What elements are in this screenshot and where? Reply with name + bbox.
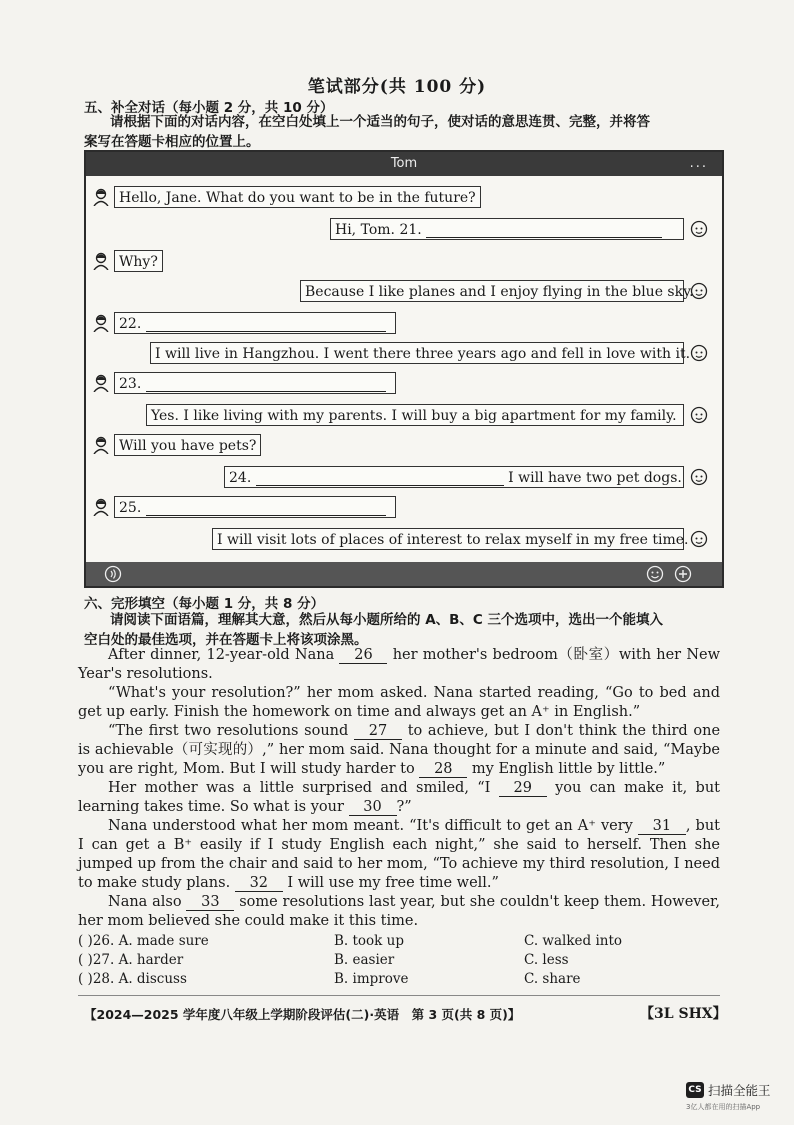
section6-instruction-2: 空白处的最佳选项，并在答题卡上将该项涂黑。 xyxy=(84,632,368,648)
chat-message-left xyxy=(114,372,396,394)
paper-code: 【3L SHX】 xyxy=(640,1006,727,1022)
jane-avatar-icon xyxy=(92,374,110,392)
page-title: 笔试部分(共 100 分) xyxy=(307,77,487,97)
chat-footer xyxy=(86,562,722,586)
answer-blank-23 xyxy=(146,377,386,392)
option-b[interactable]: B. improve xyxy=(334,971,409,987)
passage-paragraph-4 xyxy=(78,779,720,817)
blank-32: 32 xyxy=(235,876,283,892)
passage-paragraph-3 xyxy=(78,722,720,779)
chat-message-right xyxy=(330,218,684,240)
passage-text: “What's your resolution?” her mom asked. Nana started reading, “Go to bed and get up early. Finish the homework on time and always get an A⁺ in English.” xyxy=(78,685,720,720)
blank-29: 29 xyxy=(499,781,547,797)
option-row-27 xyxy=(78,952,738,970)
blank-33: 33 xyxy=(186,895,234,911)
option-b[interactable]: B. easier xyxy=(334,952,395,968)
passage-paragraph-5 xyxy=(78,817,720,893)
chat-message-left: Will you have pets? xyxy=(114,434,261,456)
option-a[interactable]: ( )26. A. made sure xyxy=(78,933,209,949)
option-c[interactable]: C. less xyxy=(524,952,569,968)
passage-text: “The first two resolutions sound xyxy=(108,723,349,739)
passage-text: her mother's bedroom（卧室）with her New Year's resolutions. xyxy=(78,647,721,682)
section6-heading: 六、完形填空（每小题 1 分，共 8 分） xyxy=(84,596,325,612)
tom-avatar-icon xyxy=(690,344,708,362)
chat-message-left: Why? xyxy=(114,250,163,272)
chat-message-right: I will live in Hangzhou. I went there three years ago and fell in love with it. xyxy=(150,342,684,364)
message-text: I will have two pet dogs. xyxy=(508,470,682,486)
tom-avatar-icon xyxy=(690,468,708,486)
jane-avatar-icon xyxy=(92,498,110,516)
blank-27: 27 xyxy=(354,724,402,740)
blank-26: 26 xyxy=(339,648,387,664)
answer-blank-21 xyxy=(426,223,662,238)
passage-text: to achieve, but I don't think the third one is achievable（可实现的）,” her mom said. Nana thought for a minute and said, “Maybe you are right, Mom. But I will study harder to xyxy=(78,723,721,777)
jane-avatar-icon xyxy=(92,314,110,332)
section5-instruction-2: 案写在答题卡相应的位置上。 xyxy=(84,134,260,150)
tom-avatar-icon xyxy=(690,530,708,548)
chat-contact-name: Tom xyxy=(390,156,418,171)
passage-text: you can make it, but learning takes time. So what is your xyxy=(78,780,721,815)
question-number-25: 25. xyxy=(119,500,142,516)
passage-paragraph-1 xyxy=(78,646,720,684)
option-row-26 xyxy=(78,933,738,951)
section5-heading: 五、补全对话（每小题 2 分，共 10 分） xyxy=(84,100,334,116)
passage-text: ?” xyxy=(396,799,412,815)
scanner-logo-icon: CS xyxy=(686,1082,704,1098)
chat-message-left xyxy=(114,312,396,334)
passage-text: Nana understood what her mom meant. “It's difficult to get an A⁺ very xyxy=(108,818,633,834)
passage-text: some resolutions last year, but she couldn't keep them. However, her mom believed she could make it this time. xyxy=(78,894,720,929)
chat-message-right: I will visit lots of places of interest to relax myself in my free time. xyxy=(212,528,684,550)
passage-text: , but I can get a B⁺ easily if I study English each night,” she said to herself. Then she jumped up from the chair and said to her mom, “To achieve my third resolution, I need to make study plans. xyxy=(78,818,720,891)
blank-28: 28 xyxy=(419,762,467,778)
option-b[interactable]: B. took up xyxy=(334,933,404,949)
chat-header xyxy=(86,152,722,176)
option-a[interactable]: ( )27. A. harder xyxy=(78,952,184,968)
option-a[interactable]: ( )28. A. discuss xyxy=(78,971,187,987)
scanner-tagline: 3亿人都在用的扫描App xyxy=(686,1103,761,1111)
section5-instruction-1: 请根据下面的对话内容，在空白处填上一个适当的句子，使对话的意思连贯、完整，并将答 xyxy=(110,114,650,130)
jane-avatar-icon xyxy=(92,188,110,206)
blank-30: 30 xyxy=(349,800,397,816)
tom-avatar-icon xyxy=(690,282,708,300)
question-number-24: 24. xyxy=(229,470,252,486)
voice-icon[interactable] xyxy=(104,565,122,583)
message-text: Hi, Tom. 21. xyxy=(335,222,422,238)
answer-blank-22 xyxy=(146,317,386,332)
blank-31: 31 xyxy=(638,819,686,835)
passage-paragraph-6 xyxy=(78,893,720,931)
passage-text: Nana also xyxy=(108,894,182,910)
passage-text: Her mother was a little surprised and smiled, “I xyxy=(108,780,491,796)
scanner-watermark xyxy=(686,1080,794,1118)
passage-text: I will use my free time well.” xyxy=(287,875,499,891)
section6-instruction-1: 请阅读下面语篇，理解其大意，然后从每小题所给的 A、B、C 三个选项中，选出一个能填入 xyxy=(110,612,664,628)
passage-text: my English little by little.” xyxy=(471,761,666,777)
option-c[interactable]: C. share xyxy=(524,971,581,987)
jane-avatar-icon xyxy=(92,436,110,454)
chat-message-right xyxy=(224,466,684,488)
option-c[interactable]: C. walked into xyxy=(524,933,623,949)
passage-paragraph-2 xyxy=(78,684,720,722)
footer-divider xyxy=(78,995,720,996)
page-footer-info: 【2024—2025 学年度八年级上学期阶段评估(二)·英语 第 3 页(共 8 页)】 xyxy=(84,1007,521,1022)
chat-window xyxy=(84,150,724,588)
question-number-23: 23. xyxy=(119,376,142,392)
option-row-28 xyxy=(78,971,738,989)
jane-avatar-icon xyxy=(92,252,110,270)
emoji-icon[interactable] xyxy=(646,565,664,583)
scanner-app-name: 扫描全能王 xyxy=(708,1083,771,1098)
answer-blank-25 xyxy=(146,501,386,516)
chat-message-left: Hello, Jane. What do you want to be in the future? xyxy=(114,186,481,208)
tom-avatar-icon xyxy=(690,406,708,424)
chat-body xyxy=(86,176,722,562)
answer-blank-24 xyxy=(256,471,504,486)
chat-message-right: Yes. I like living with my parents. I will buy a big apartment for my family. xyxy=(146,404,684,426)
chat-message-right: Because I like planes and I enjoy flying in the blue sky. xyxy=(300,280,684,302)
chat-message-left xyxy=(114,496,396,518)
more-options-icon[interactable]: ... xyxy=(689,156,708,171)
add-icon[interactable] xyxy=(674,565,692,583)
tom-avatar-icon xyxy=(690,220,708,238)
question-number-22: 22. xyxy=(119,316,142,332)
passage-text: After dinner, 12-year-old Nana xyxy=(108,647,335,663)
